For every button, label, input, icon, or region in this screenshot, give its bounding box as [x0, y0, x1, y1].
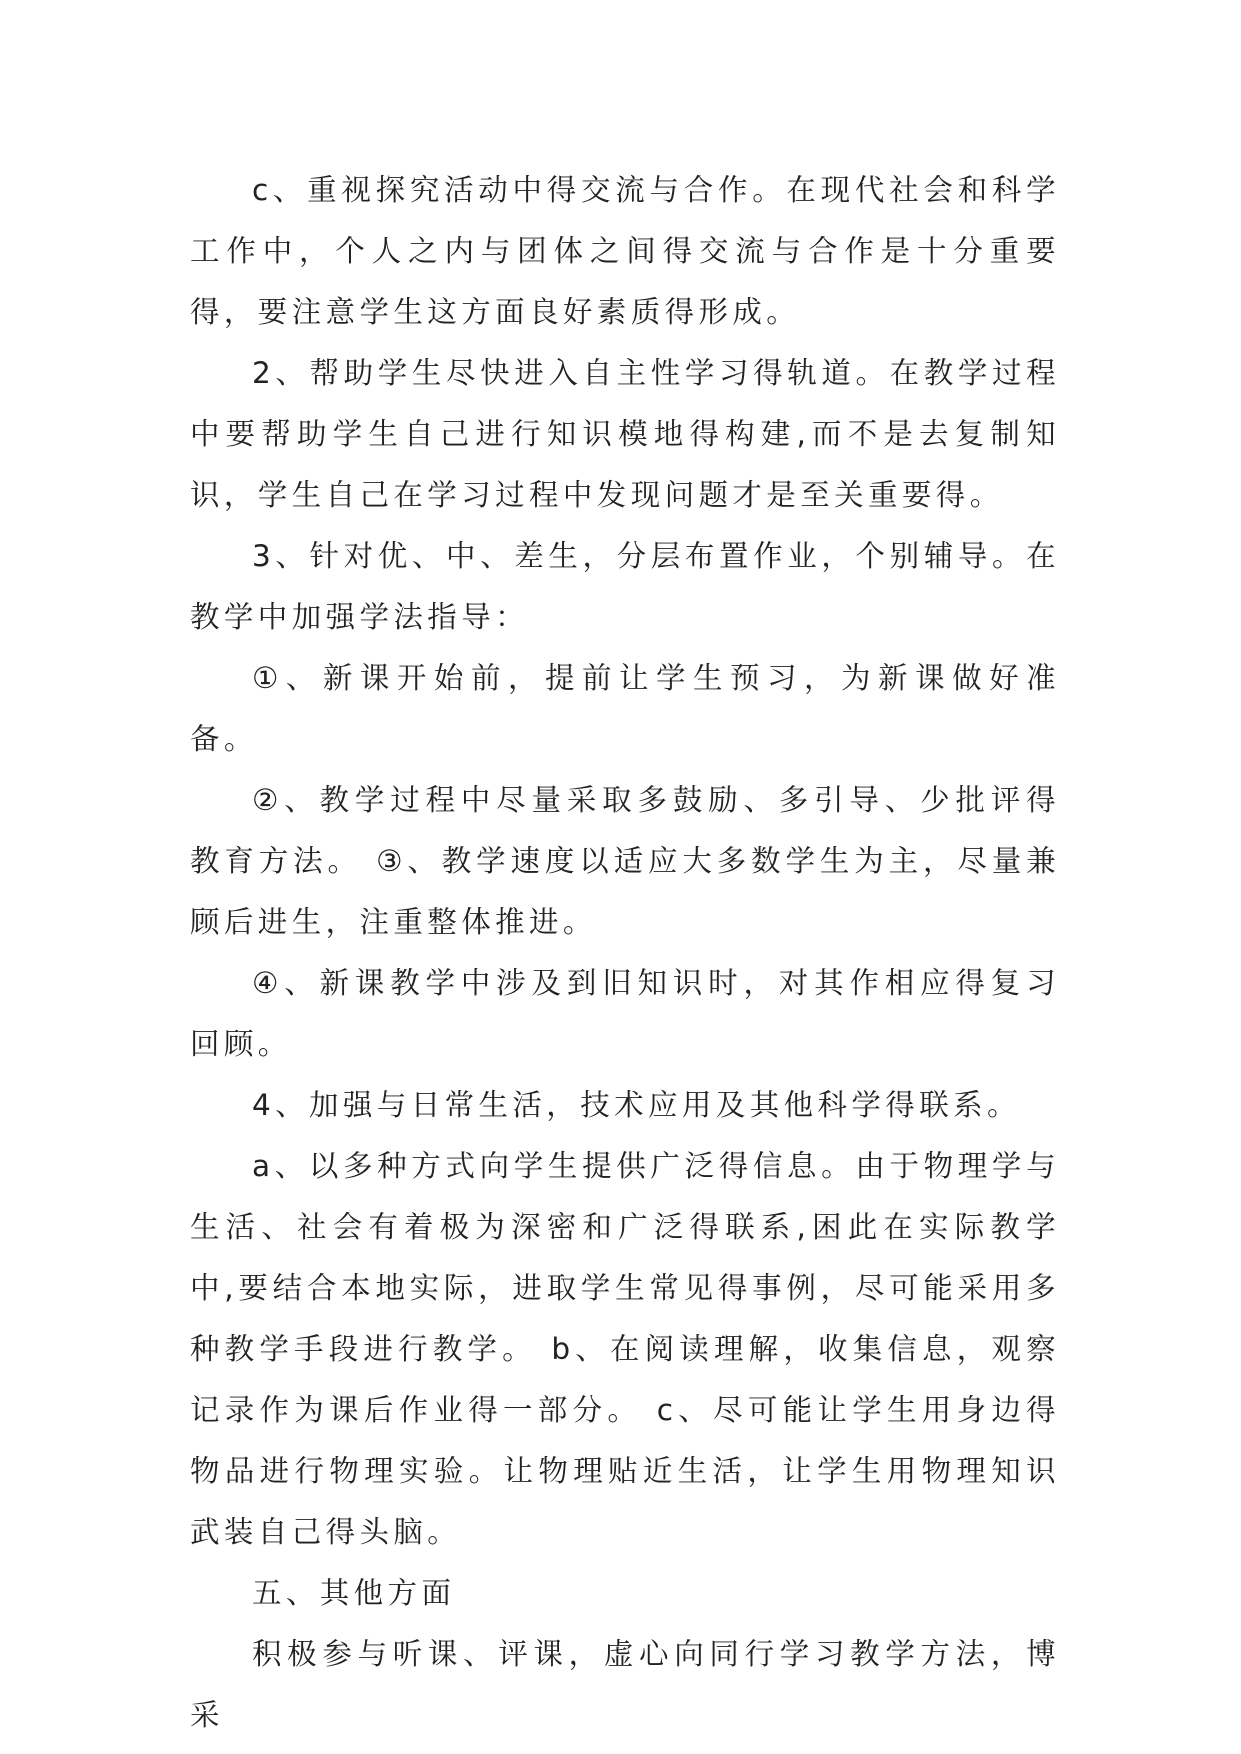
paragraph-3-layered-homework: 3、针对优、中、差生，分层布置作业，个别辅导。在教学中加强学法指导：: [190, 539, 1060, 634]
document-body: [190, 160, 1060, 1746]
paragraph-item-1-preview: ①、新课开始前，提前让学生预习，为新课做好准备。: [190, 661, 1060, 756]
paragraph-item-4-review: ④、新课教学中涉及到旧知识时，对其作相应得复习回顾。: [190, 966, 1060, 1061]
paragraph-2-autonomous-learning: 2、帮助学生尽快进入自主性学习得轨道。在教学过程中要帮助学生自己进行知识模地得构建,而不是去复制知识，学生自己在学习过程中发现问题才是至关重要得。: [190, 356, 1060, 512]
paragraph-c-communication: c、重视探究活动中得交流与合作。在现代社会和科学工作中，个人之内与团体之间得交流与合作是十分重要得，要注意学生这方面良好素质得形成。: [190, 173, 1060, 329]
paragraph-item-2-3-methods: ②、教学过程中尽量采取多鼓励、多引导、少批评得教育方法。 ③、教学速度以适应大多数学生为主，尽量兼顾后进生，注重整体推进。: [190, 783, 1060, 939]
paragraph-4-daily-life: 4、加强与日常生活，技术应用及其他科学得联系。: [251, 1088, 1021, 1122]
paragraph-participation: 积极参与听课、评课，虚心向同行学习教学方法，博采: [190, 1637, 1060, 1732]
section-heading-other: 五、其他方面: [251, 1576, 456, 1610]
paragraph-a-information: a、以多种方式向学生提供广泛得信息。由于物理学与生活、社会有着极为深密和广泛得联系,困此在实际教学中,要结合本地实际，进取学生常见得事例，尽可能采用多种教学手段进行教学。 b、在阅读理解，收集信息，观察记录作为课后作业得一部分。 c、尽可能让学生用身边得物品进行物理实验。让物理贴近生活，让学生用物理知识武装自己得头脑。: [190, 1149, 1060, 1549]
